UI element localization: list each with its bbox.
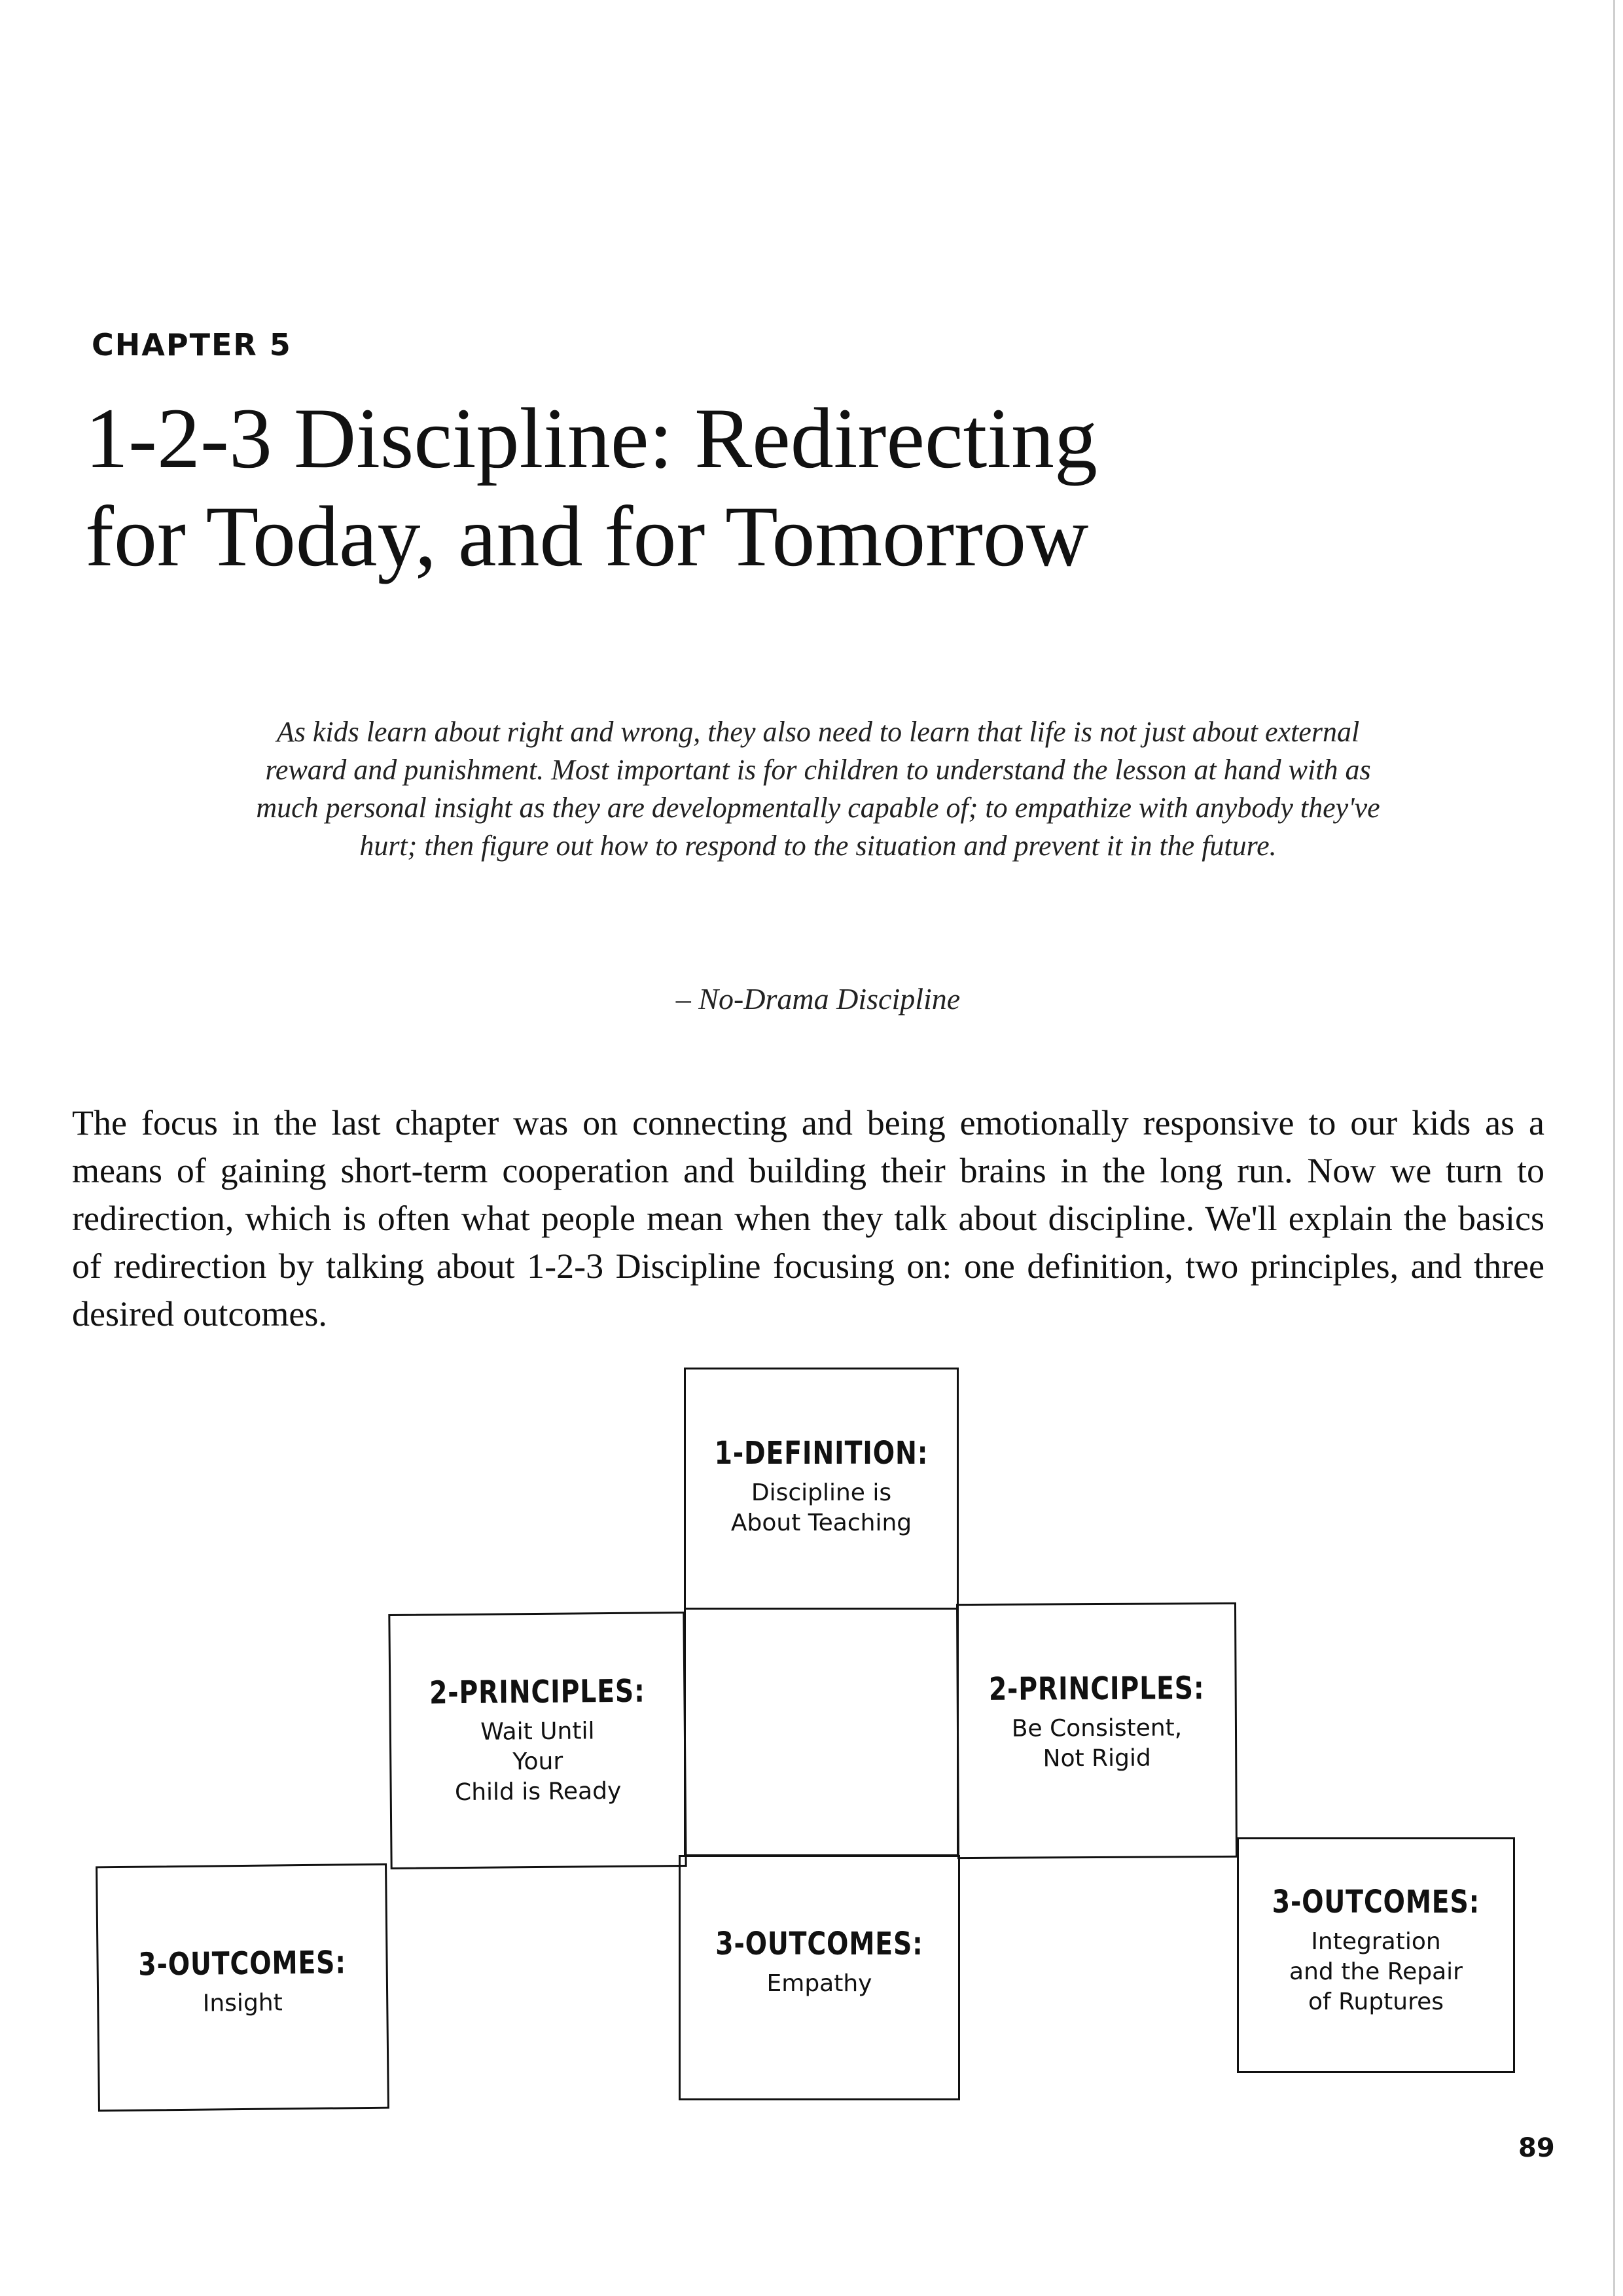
definition-text: Discipline is About Teaching [730,1479,912,1536]
chapter-title-line-2: for Today, and for Tomorrow [85,488,1089,584]
outcome-right-text: Integration and the Repair of Ruptures [1289,1928,1463,2015]
page-edge-shadow [1613,0,1615,2296]
principle-right-box [956,1602,1238,1859]
definition-heading: 1-DEFINITION: [714,1435,929,1472]
outcome-right-heading: 3-OUTCOMES: [1272,1884,1480,1920]
center-blank-box [684,1608,959,1856]
outcome-center-heading: 3-OUTCOMES: [715,1926,923,1962]
page-number: 89 [1518,2133,1555,2163]
principle-left-text: Wait Until Your Child is Ready [454,1718,622,1807]
epigraph-attribution: – No-Drama Discipline [675,982,961,1016]
principle-right-text: Be Consistent, Not Rigid [1011,1714,1183,1773]
chapter-title-line-1: 1-2-3 Discipline: Redirecting [85,390,1097,486]
chapter-title [85,389,1198,586]
outcome-left-heading: 3-OUTCOMES: [138,1944,347,1983]
principle-left-heading: 2-PRINCIPLES: [429,1672,645,1712]
outcome-center-text: Empathy [766,1970,872,1997]
outcome-center-box [679,1855,960,2100]
body-paragraph: The focus in the last chapter was on connecting and being emotionally responsive to our kids as a means of gaining short-term cooperation and building their brains in the long run. Now we turn to redirection, which is often what people mean when they talk about discipline. We'll explain the basics of redirection by talking about 1-2-3 Discipline focusing on: one definition, two principles, and three desired outcomes. [72,1103,1544,1333]
outcome-left-box [96,1863,389,2112]
definition-box [684,1368,959,1610]
principle-right-heading: 2-PRINCIPLES: [988,1670,1205,1708]
principle-left-box [388,1612,687,1869]
epigraph-quote: As kids learn about right and wrong, they also need to learn that life is not just about external reward and punishment. Most important is for children to understand the lesson at hand with as much personal insight as they are developmentally capable of; to empathize with anybody they've hurt; then figure out how to respond to the situation and prevent it in the future. [256,716,1380,862]
outcome-right-box [1237,1837,1515,2073]
outcome-left-text: Insight [202,1989,283,2017]
chapter-label: CHAPTER 5 [92,327,292,362]
